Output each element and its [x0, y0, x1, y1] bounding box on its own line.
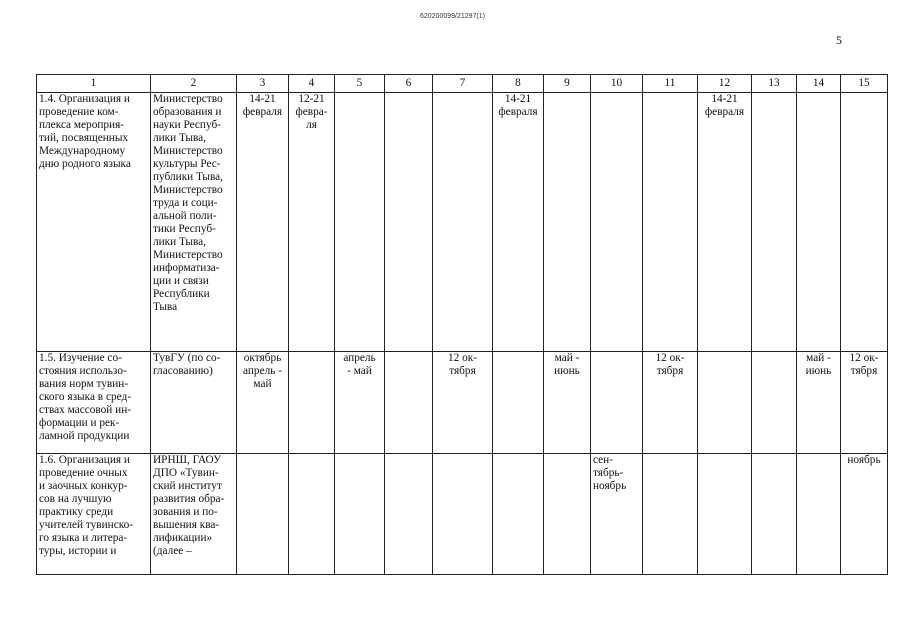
date-cell — [335, 93, 385, 352]
header-row — [37, 75, 888, 93]
date-cell: 12 ок- тября — [643, 352, 698, 454]
date-cell — [698, 454, 752, 575]
header-cell: 3 — [237, 75, 289, 93]
date-cell: 14-21 февраля — [493, 93, 544, 352]
date-cell: апрель - май — [335, 352, 385, 454]
date-cell — [493, 352, 544, 454]
header-cell: 7 — [433, 75, 493, 93]
header-cell: 1 — [37, 75, 151, 93]
header-cell: 4 — [289, 75, 335, 93]
date-cell — [237, 454, 289, 575]
header-cell: 14 — [797, 75, 841, 93]
header-cell: 11 — [643, 75, 698, 93]
header-cell: 9 — [544, 75, 591, 93]
date-cell: 12 ок- тября — [433, 352, 493, 454]
activity-cell: 1.5. Изучение со- стояния использо- вания норм тувин- ского языка в сред- ствах массовой ин- формации и рек- ламной продукции — [37, 352, 151, 454]
table-row — [37, 352, 888, 454]
date-cell: октябрь апрель - май — [237, 352, 289, 454]
date-cell: сен- тябрь- ноябрь — [591, 454, 643, 575]
date-cell — [698, 352, 752, 454]
responsible-cell: ИРНШ, ГАОУ ДПО «Тувин- ский институт развития обра- зования и по- вышения ква- лификации» (далее – — [151, 454, 237, 575]
date-cell — [289, 454, 335, 575]
date-cell: 12-21 февра- ля — [289, 93, 335, 352]
date-cell — [752, 93, 797, 352]
date-cell: 14-21 февраля — [698, 93, 752, 352]
table-row — [37, 454, 888, 575]
header-cell: 8 — [493, 75, 544, 93]
header-cell: 15 — [841, 75, 888, 93]
date-cell — [493, 454, 544, 575]
date-cell — [752, 352, 797, 454]
date-cell — [289, 352, 335, 454]
date-cell: ноябрь — [841, 454, 888, 575]
date-cell — [797, 93, 841, 352]
date-cell — [544, 454, 591, 575]
header-cell: 2 — [151, 75, 237, 93]
date-cell — [385, 352, 433, 454]
date-cell — [797, 454, 841, 575]
activity-cell: 1.4. Организация и проведение ком- плекса мероприя- тий, посвященных Международному дню родного языка — [37, 93, 151, 352]
date-cell: 14-21 февраля — [237, 93, 289, 352]
date-cell — [335, 454, 385, 575]
schedule-table — [36, 74, 888, 575]
date-cell — [591, 93, 643, 352]
date-cell — [433, 93, 493, 352]
date-cell: май - июнь — [544, 352, 591, 454]
header-cell: 13 — [752, 75, 797, 93]
date-cell — [433, 454, 493, 575]
table-row — [37, 93, 888, 352]
responsible-cell: ТувГУ (по со- гласованию) — [151, 352, 237, 454]
date-cell: 12 ок- тября — [841, 352, 888, 454]
responsible-cell: Министерство образования и науки Респуб- лики Тыва, Министерство культуры Рес- публики Тыва, Министерство труда и соци- альной поли- тики Респуб- лики Тыва, Министерство информатиза- ции и связи Республики Тыва — [151, 93, 237, 352]
date-cell: май - июнь — [797, 352, 841, 454]
page-number: 5 — [836, 33, 842, 47]
header-cell: 12 — [698, 75, 752, 93]
activity-cell: 1.6. Организация и проведение очных и заочных конкур- сов на лучшую практику среди учителей тувинско- го языка и литера- туры, истории и — [37, 454, 151, 575]
date-cell — [841, 93, 888, 352]
date-cell — [385, 454, 433, 575]
document-id: 620200099/21297(1) — [419, 13, 485, 20]
header-cell: 10 — [591, 75, 643, 93]
date-cell — [643, 93, 698, 352]
date-cell — [544, 93, 591, 352]
date-cell — [643, 454, 698, 575]
date-cell — [752, 454, 797, 575]
date-cell — [385, 93, 433, 352]
header-cell: 5 — [335, 75, 385, 93]
date-cell — [591, 352, 643, 454]
header-cell: 6 — [385, 75, 433, 93]
